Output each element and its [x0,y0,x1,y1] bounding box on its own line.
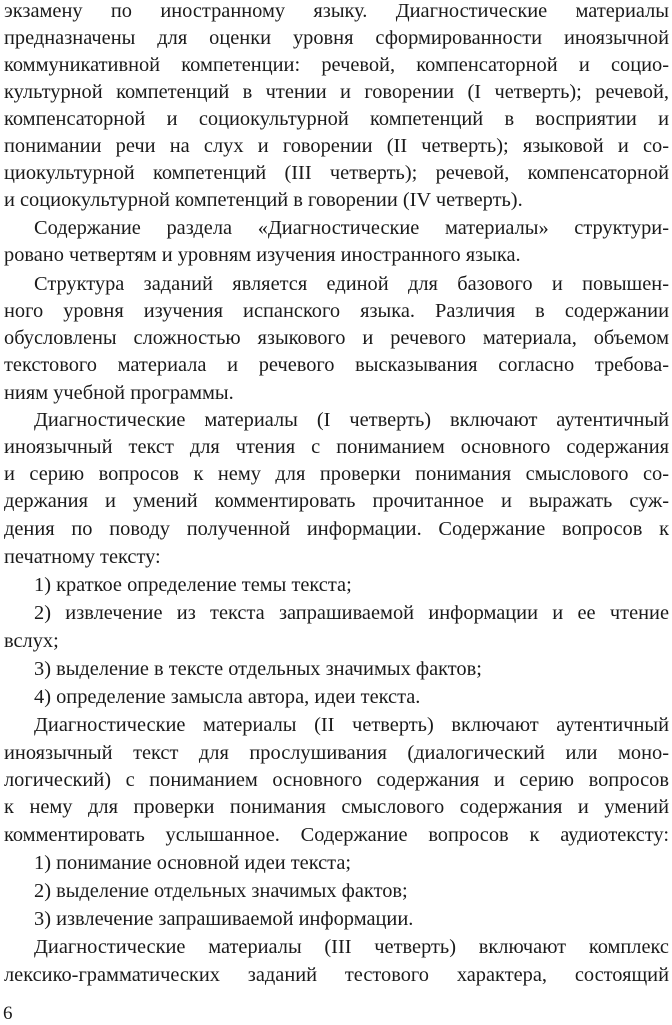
text-line: и серию вопросов к нему для проверки понимания смыслового со- [4,463,669,485]
text-line: Содержание раздела «Диагностические материалы» структури- [34,217,669,239]
text-line: ного уровня изучения испанского языка. Различия в содержании [4,300,669,322]
text-line: обусловлены сложностью языкового и речевого материала, объемом [4,327,669,349]
text-line: комментировать услышанное. Содержание вопросов к аудиотексту: [4,824,669,846]
text-line: ниям учебной программы. [4,382,234,404]
text-line: 2) извлечение из текста запрашиваемой информации и ее чтение [34,602,669,624]
text-line: держания и умений комментировать прочитанное и выражать суж- [4,490,669,512]
text-line: понимании речи на слух и говорении (II четверть); языковой и со- [4,135,669,157]
text-line: 3) выделение в тексте отдельных значимых фактов; [34,658,482,680]
text-line: экзамену по иностранному языку. Диагностические материалы [4,0,669,22]
text-line: ровано четвертям и уровням изучения иностранного языка. [4,244,521,266]
text-line: коммуникативной компетенции: речевой, компенсаторной и социо- [4,54,669,76]
text-line: Структура заданий является единой для базового и повышен- [34,273,669,295]
text-line: вслух; [4,630,59,652]
text-line: и социокультурной компетенций в говорении (IV четверть). [4,189,523,211]
text-line: 3) извлечение запрашиваемой информации. [34,908,414,930]
text-line: предназначены для оценки уровня сформированности иноязычной [4,27,669,49]
page-number: 6 [3,1003,13,1024]
text-line: печатному тексту: [4,546,161,568]
text-line: 1) краткое определение темы текста; [34,574,352,596]
text-line: культурной компетенций в чтении и говорении (I четверть); речевой, [4,81,669,103]
text-line: иноязычный текст для чтения с пониманием основного содержания [4,436,669,458]
text-line: текстового материала и речевого высказывания согласно требова- [4,354,669,376]
text-line: 2) выделение отдельных значимых фактов; [34,880,408,902]
text-line: Диагностические материалы (III четверть) включают комплекс [34,936,669,958]
text-line: логический) с пониманием основного содержания и серию вопросов [4,769,669,791]
text-line: циокультурной компетенций (III четверть); речевой, компенсаторной [4,162,669,184]
text-line: компенсаторной и социокультурной компетенций в восприятии и [4,108,669,130]
text-line: дения по поводу полученной информации. Содержание вопросов к [4,518,669,540]
text-line: 1) понимание основной идеи текста; [34,852,352,874]
text-line: Диагностические материалы (II четверть) включают аутентичный [34,714,669,736]
text-line: лексико-грамматических заданий тестового характера, состоящий [4,964,669,986]
text-line: к нему для проверки понимания смыслового содержания и умений [4,796,669,818]
text-line: 4) определение замысла автора, идеи текста. [34,686,421,708]
text-line: иноязычный текст для прослушивания (диалогический или моно- [4,742,669,764]
text-line: Диагностические материалы (I четверть) включают аутентичный [34,409,669,431]
